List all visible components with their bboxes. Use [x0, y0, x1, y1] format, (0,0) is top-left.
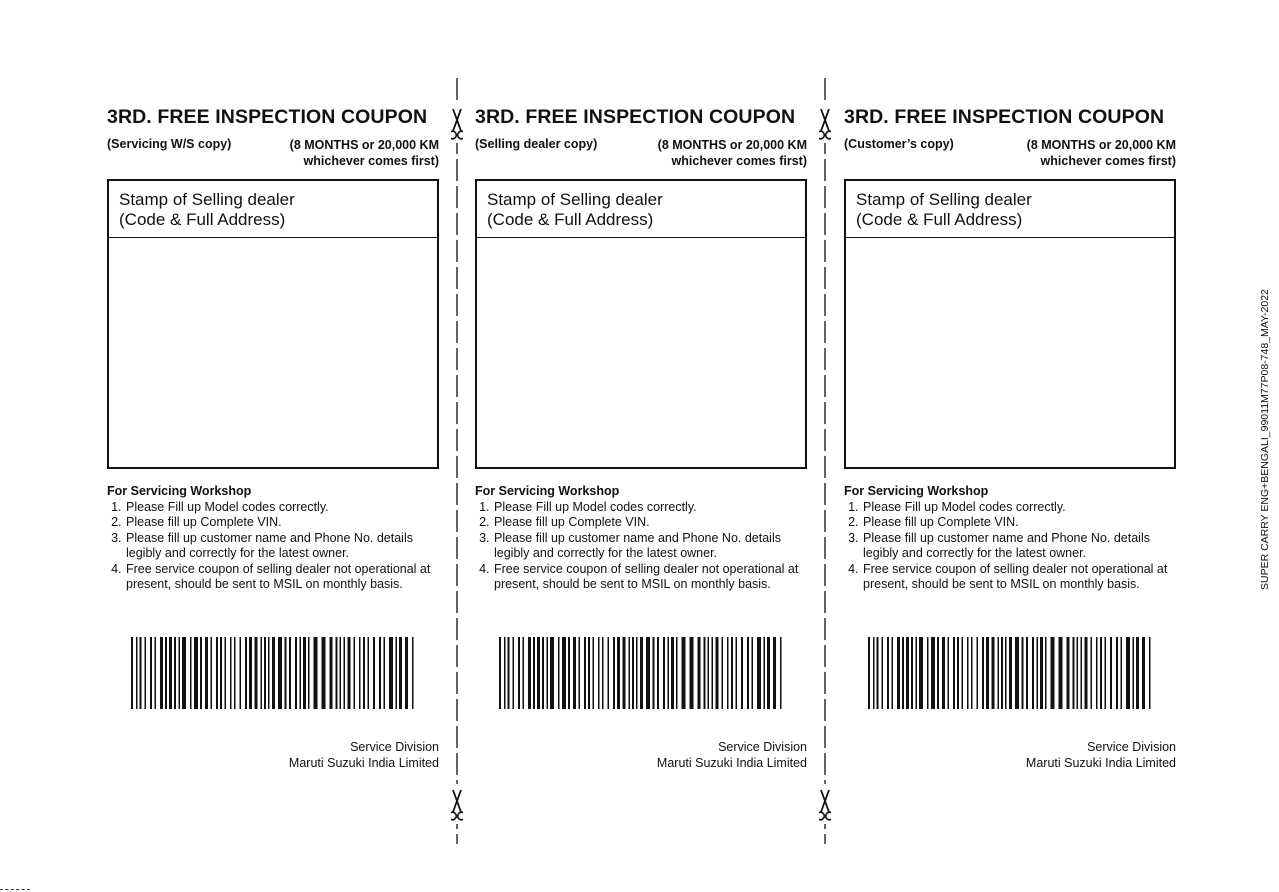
instruction-item: 4. Free service coupon of selling dealer not operational at present, should be sent to MSIL on monthly basis. — [862, 562, 1180, 593]
barcode-bar — [205, 637, 208, 709]
barcode-bar — [1100, 637, 1102, 709]
barcode-bar — [598, 637, 600, 709]
barcode-bar — [508, 637, 510, 709]
barcode-bar — [986, 637, 989, 709]
coupon-validity — [290, 137, 439, 169]
barcode-bar — [623, 637, 626, 709]
barcode-bar — [741, 637, 743, 709]
barcode-icon — [868, 637, 1154, 709]
barcode-bar — [937, 637, 939, 709]
barcode-bar — [588, 637, 590, 709]
barcode-bar — [1121, 637, 1123, 709]
coupon-selling-dealer — [475, 106, 807, 776]
barcode-bar — [1126, 637, 1130, 709]
barcode-bar — [182, 637, 186, 709]
dealer-stamp-box — [844, 179, 1176, 469]
barcode-bar — [897, 637, 900, 709]
barcode-bar — [354, 637, 356, 709]
barcode-bar — [314, 637, 318, 709]
instruction-item: 2. Please fill up Complete VIN. — [125, 515, 443, 531]
barcode-bar — [547, 637, 549, 709]
barcode-bar — [389, 637, 393, 709]
barcode-bar — [971, 637, 973, 709]
scissors-icon — [451, 103, 463, 143]
barcode-bar — [1026, 637, 1028, 709]
instruction-item: 2. Please fill up Complete VIN. — [493, 515, 811, 531]
barcode-bar — [399, 637, 402, 709]
barcode-bar — [629, 637, 631, 709]
barcode-bar — [1001, 637, 1003, 709]
barcode-bar — [690, 637, 694, 709]
barcode-bar — [877, 637, 879, 709]
barcode-bar — [780, 637, 782, 709]
coupon-title: 3RD. FREE INSPECTION COUPON — [844, 106, 1165, 128]
stamp-line-1: Stamp of Selling dealer — [487, 190, 663, 209]
instruction-item: 1. Please Fill up Model codes correctly. — [493, 500, 811, 516]
barcode-bar — [336, 637, 338, 709]
barcode-bar — [573, 637, 576, 709]
barcode-bar — [977, 637, 979, 709]
barcode-bar — [676, 637, 678, 709]
barcode-bar — [278, 637, 282, 709]
barcode-bar — [295, 637, 297, 709]
coupon-title: 3RD. FREE INSPECTION COUPON — [107, 106, 428, 128]
barcode-bar — [1009, 637, 1012, 709]
barcode-bar — [1116, 637, 1118, 709]
barcode-bar — [747, 637, 749, 709]
barcode-bar — [289, 637, 291, 709]
barcode-bar — [1091, 637, 1093, 709]
barcode-bar — [150, 637, 152, 709]
scissors-icon — [451, 784, 463, 824]
barcode-bar — [1136, 637, 1139, 709]
dealer-stamp-box — [475, 179, 807, 469]
barcode-bar — [285, 637, 287, 709]
barcode-bar — [640, 637, 643, 709]
barcode-bar — [1081, 637, 1083, 709]
barcode-bar — [1085, 637, 1088, 709]
barcode-bar — [632, 637, 634, 709]
barcode-bar — [160, 637, 163, 709]
barcode-bar — [998, 637, 1000, 709]
barcode-bar — [169, 637, 172, 709]
barcode-bar — [562, 637, 566, 709]
barcode-bar — [911, 637, 913, 709]
barcode-bar — [773, 637, 776, 709]
workshop-instructions — [844, 484, 1180, 593]
barcode-bar — [593, 637, 595, 709]
barcode-bar — [948, 637, 950, 709]
barcode-bar — [348, 637, 351, 709]
coupon-copy-label: (Servicing W/S copy) — [107, 137, 232, 151]
instruction-item: 1. Please Fill up Model codes correctly. — [125, 500, 443, 516]
dealer-stamp-box — [107, 179, 439, 469]
validity-line-2: whichever comes first) — [671, 154, 807, 168]
barcode-bar — [962, 637, 964, 709]
barcode-bar — [764, 637, 766, 709]
barcode-bar — [230, 637, 232, 709]
instruction-item: 4. Free service coupon of selling dealer not operational at present, should be sent to MSIL on monthly basis. — [125, 562, 443, 593]
instruction-item: 3. Please fill up customer name and Phone No. details legibly and correctly for the latest owner. — [493, 531, 811, 562]
barcode-bar — [1149, 637, 1151, 709]
barcode-bar — [211, 637, 213, 709]
barcode-bar — [216, 637, 218, 709]
barcode-bar — [194, 637, 198, 709]
instructions-heading: For Servicing Workshop — [475, 484, 620, 498]
barcode-bar — [957, 637, 959, 709]
barcode-bar — [1022, 637, 1024, 709]
stamp-line-2: (Code & Full Address) — [487, 210, 654, 229]
barcode-bar — [1096, 637, 1098, 709]
barcode-bar — [145, 637, 147, 709]
barcode-bar — [220, 637, 222, 709]
barcode-bar — [1032, 637, 1034, 709]
barcode-bar — [344, 637, 346, 709]
barcode-bar — [919, 637, 923, 709]
barcode-bar — [708, 637, 710, 709]
stamp-line-2: (Code & Full Address) — [119, 210, 286, 229]
barcode-bar — [1045, 637, 1047, 709]
barcode-bar — [731, 637, 733, 709]
barcode-bar — [245, 637, 247, 709]
barcode-bar — [240, 637, 242, 709]
barcode-bar — [200, 637, 202, 709]
barcode-bar — [1073, 637, 1075, 709]
coupon-validity — [1027, 137, 1176, 169]
barcode-bar — [504, 637, 506, 709]
barcode-bar — [727, 637, 729, 709]
barcode-bar — [234, 637, 236, 709]
stamp-line-1: Stamp of Selling dealer — [856, 190, 1032, 209]
barcode-bar — [558, 637, 560, 709]
barcode-bar — [264, 637, 266, 709]
barcode-bar — [704, 637, 706, 709]
barcode-bar — [873, 637, 875, 709]
page-edge-mark — [0, 889, 30, 890]
validity-line-2: whichever comes first) — [303, 154, 439, 168]
coupon-copy-label: (Customer’s copy) — [844, 137, 954, 151]
barcode-bar — [657, 637, 659, 709]
issuer-footer — [657, 739, 807, 771]
barcode-bar — [1051, 637, 1055, 709]
barcode-bar — [698, 637, 701, 709]
barcode-bar — [268, 637, 270, 709]
barcode-bar — [384, 637, 386, 709]
barcode-bar — [379, 637, 381, 709]
issuer-footer — [1026, 739, 1176, 771]
barcode-bar — [608, 637, 610, 709]
footer-division: Service Division — [350, 740, 439, 754]
barcode-bar — [523, 637, 525, 709]
barcode-bar — [1040, 637, 1043, 709]
barcode-bar — [892, 637, 894, 709]
cut-line-right — [819, 78, 831, 844]
instruction-item: 4. Free service coupon of selling dealer not operational at present, should be sent to MSIL on monthly basis. — [493, 562, 811, 593]
stamp-line-2: (Code & Full Address) — [856, 210, 1023, 229]
stamp-box-header — [109, 181, 437, 238]
validity-line-1: (8 MONTHS or 20,000 KM — [1026, 138, 1176, 152]
scissors-icon — [819, 784, 831, 824]
barcode-bar — [682, 637, 686, 709]
barcode-bar — [671, 637, 674, 709]
barcode-bar — [542, 637, 544, 709]
barcode-bar — [992, 637, 995, 709]
barcode-bar — [155, 637, 157, 709]
stamp-line-1: Stamp of Selling dealer — [119, 190, 295, 209]
barcode-bar — [1142, 637, 1145, 709]
barcode-icon — [131, 637, 417, 709]
workshop-instructions — [107, 484, 443, 593]
barcode-bar — [887, 637, 889, 709]
barcode-bar — [368, 637, 370, 709]
barcode-bar — [261, 637, 263, 709]
barcode-bar — [537, 637, 540, 709]
barcode-bar — [736, 637, 738, 709]
workshop-instructions — [475, 484, 811, 593]
validity-line-1: (8 MONTHS or 20,000 KM — [657, 138, 807, 152]
barcode-bar — [179, 637, 181, 709]
barcode-bar — [136, 637, 138, 709]
barcode-bar — [1110, 637, 1112, 709]
footer-division: Service Division — [718, 740, 807, 754]
barcode-bar — [300, 637, 302, 709]
validity-line-1: (8 MONTHS or 20,000 KM — [289, 138, 439, 152]
barcode-bar — [249, 637, 252, 709]
barcode-bar — [1037, 637, 1039, 709]
barcode-bar — [140, 637, 142, 709]
barcode-bar — [646, 637, 650, 709]
barcode-bar — [518, 637, 520, 709]
coupon-validity — [658, 137, 807, 169]
validity-line-2: whichever comes first) — [1040, 154, 1176, 168]
footer-company: Maruti Suzuki India Limited — [288, 756, 439, 770]
barcode-bar — [767, 637, 770, 709]
barcode-bar — [906, 637, 909, 709]
barcode-bar — [757, 637, 761, 709]
instruction-item: 1. Please Fill up Model codes correctly. — [862, 500, 1180, 516]
barcode-bar — [927, 637, 929, 709]
barcode-bar — [668, 637, 670, 709]
barcode-bar — [1005, 637, 1007, 709]
barcode-bar — [712, 637, 714, 709]
scissors-icon — [819, 103, 831, 143]
barcode-bar — [528, 637, 531, 709]
coupon-title: 3RD. FREE INSPECTION COUPON — [475, 106, 796, 128]
barcode-bar — [322, 637, 326, 709]
barcode-bar — [1067, 637, 1070, 709]
barcode-bar — [405, 637, 408, 709]
barcode-bar — [602, 637, 604, 709]
barcode-bar — [1059, 637, 1063, 709]
coupon-customer — [844, 106, 1176, 776]
barcode-bar — [396, 637, 398, 709]
barcode-bar — [131, 637, 133, 709]
barcode-bar — [613, 637, 615, 709]
barcode-bar — [653, 637, 655, 709]
barcode-bar — [636, 637, 638, 709]
document-reference-code: SUPER CARRY ENG+BENGALI_99011M77P08-748_MAY-2022 — [1259, 289, 1271, 590]
barcode-bar — [165, 637, 167, 709]
barcode-bar — [902, 637, 904, 709]
barcode-bar — [882, 637, 884, 709]
barcode-bar — [225, 637, 227, 709]
barcode-bar — [752, 637, 754, 709]
barcode-bar — [1077, 637, 1079, 709]
barcode-bar — [716, 637, 719, 709]
barcode-bar — [1133, 637, 1135, 709]
instructions-heading: For Servicing Workshop — [844, 484, 989, 498]
barcode-bar — [550, 637, 554, 709]
footer-company: Maruti Suzuki India Limited — [656, 756, 807, 770]
barcode-bar — [330, 637, 333, 709]
instructions-heading: For Servicing Workshop — [107, 484, 252, 498]
barcode-bar — [584, 637, 586, 709]
barcode-bar — [373, 637, 375, 709]
barcode-bar — [513, 637, 515, 709]
barcode-bar — [272, 637, 275, 709]
cut-line-left — [451, 78, 463, 844]
barcode-bar — [1105, 637, 1107, 709]
barcode-bar — [1015, 637, 1019, 709]
barcode-bar — [982, 637, 984, 709]
barcode-bar — [568, 637, 570, 709]
barcode-bar — [931, 637, 935, 709]
barcode-icon — [499, 637, 785, 709]
instruction-item: 3. Please fill up customer name and Phone No. details legibly and correctly for the latest owner. — [862, 531, 1180, 562]
instruction-item: 3. Please fill up customer name and Phone No. details legibly and correctly for the latest owner. — [125, 531, 443, 562]
issuer-footer — [289, 739, 439, 771]
barcode-bar — [942, 637, 945, 709]
barcode-bar — [499, 637, 501, 709]
stamp-box-header — [477, 181, 805, 238]
instruction-item: 2. Please fill up Complete VIN. — [862, 515, 1180, 531]
barcode-bar — [255, 637, 258, 709]
barcode-bar — [868, 637, 870, 709]
barcode-bar — [359, 637, 361, 709]
barcode-bar — [617, 637, 620, 709]
footer-division: Service Division — [1087, 740, 1176, 754]
coupon-copy-label: (Selling dealer copy) — [475, 137, 598, 151]
barcode-bar — [967, 637, 969, 709]
barcode-bar — [722, 637, 724, 709]
barcode-bar — [174, 637, 176, 709]
barcode-bar — [412, 637, 414, 709]
coupon-servicing-ws — [107, 106, 439, 776]
barcode-bar — [533, 637, 535, 709]
stamp-box-header — [846, 181, 1174, 238]
barcode-bar — [916, 637, 918, 709]
barcode-bar — [190, 637, 192, 709]
barcode-bar — [303, 637, 306, 709]
barcode-bar — [953, 637, 955, 709]
footer-company: Maruti Suzuki India Limited — [1025, 756, 1176, 770]
barcode-bar — [579, 637, 581, 709]
barcode-bar — [308, 637, 310, 709]
barcode-bar — [363, 637, 365, 709]
barcode-bar — [340, 637, 342, 709]
barcode-bar — [663, 637, 665, 709]
